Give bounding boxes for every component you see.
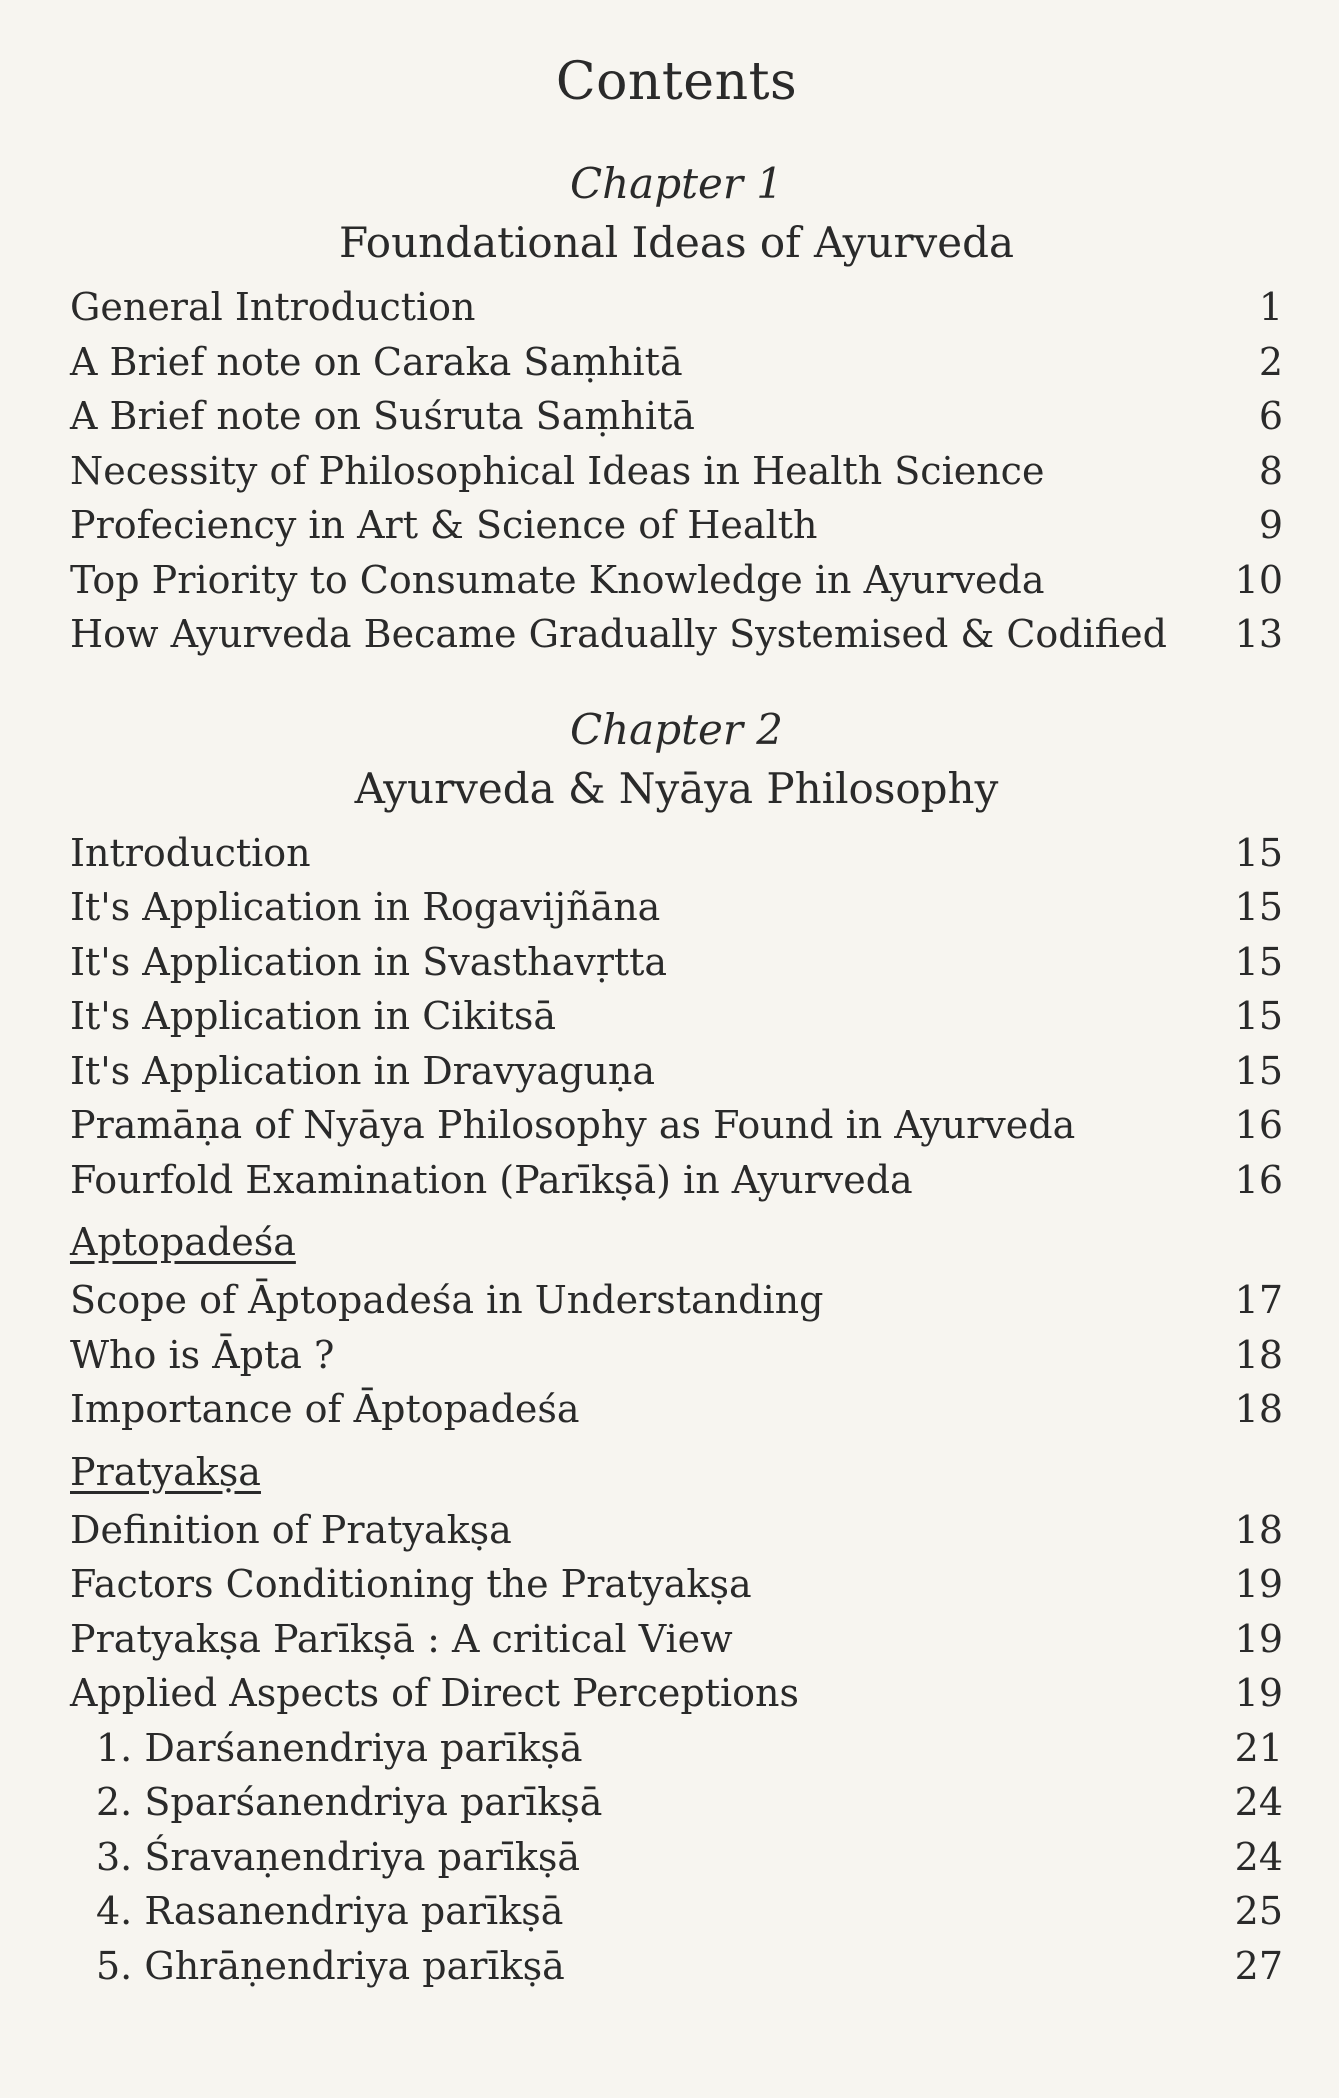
section-heading-pratyaksa: Pratyakṣa <box>70 1449 261 1494</box>
toc-subentry[interactable] <box>70 1884 1283 1939</box>
toc-entry-text: Profeciency in Art & Science of Health <box>70 503 818 547</box>
toc-entry-text: Scope of Āptopadeśa in Understanding <box>70 1278 824 1322</box>
toc-entry-page: 15 <box>1234 994 1283 1038</box>
toc-entry-text: A Brief note on Caraka Saṃhitā <box>70 339 683 384</box>
toc-entry-page: 24 <box>1234 1780 1283 1824</box>
toc-entry-page: 15 <box>1234 885 1283 929</box>
toc-entry[interactable] <box>70 880 1283 935</box>
toc-entry[interactable] <box>70 389 1283 444</box>
toc-entry[interactable] <box>70 1382 1283 1437</box>
chapter-1 <box>70 156 1283 662</box>
toc-entry-text: 3. Śravaṇendriya parīkṣā <box>96 1834 581 1879</box>
toc-entry-page: 24 <box>1234 1834 1283 1879</box>
toc-entry-text: Definition of Pratyakṣa <box>70 1507 512 1552</box>
toc-entry-text: Necessity of Philosophical Ideas in Health Science <box>70 448 1045 493</box>
toc-entry[interactable] <box>70 1044 1283 1099</box>
toc-entry-page: 6 <box>1258 394 1283 438</box>
toc-subentry[interactable] <box>70 1775 1283 1830</box>
toc-entry-page: 16 <box>1234 1103 1283 1147</box>
toc-subentry[interactable] <box>70 1830 1283 1885</box>
toc-entry-page: 19 <box>1234 1616 1283 1661</box>
toc-entry-page: 18 <box>1234 1332 1283 1377</box>
toc-entry-text: It's Application in Dravyaguṇa <box>70 1048 656 1093</box>
toc-entry-page: 10 <box>1234 557 1283 602</box>
section-heading-aptopadesa: Aptopadeśa <box>70 1220 296 1264</box>
toc-entry-page: 8 <box>1258 448 1283 493</box>
toc-entry[interactable] <box>70 1328 1283 1383</box>
toc-entry[interactable] <box>70 935 1283 990</box>
page-title: Contents <box>555 52 798 112</box>
toc-entry[interactable] <box>70 444 1283 499</box>
toc-entry-text: General Introduction <box>70 285 476 329</box>
chapter-label: Chapter 1 <box>570 159 783 208</box>
toc-entry-text: Introduction <box>70 830 311 875</box>
toc-entry-page: 18 <box>1234 1507 1283 1552</box>
toc-entry[interactable] <box>70 553 1283 608</box>
toc-entry-page: 16 <box>1234 1157 1283 1202</box>
toc-entry-text: Pratyakṣa Parīkṣā : A critical View <box>70 1616 733 1661</box>
toc-entry-text: Who is Āpta ? <box>70 1332 335 1377</box>
toc-entry-text: Pramāṇa of Nyāya Philosophy as Found in Ayurveda <box>70 1103 1076 1147</box>
toc-entry[interactable] <box>70 1612 1283 1667</box>
toc-entry-page: 18 <box>1234 1387 1283 1431</box>
toc-entry-text: How Ayurveda Became Gradually Systemised & Codified <box>70 612 1167 656</box>
toc-entry[interactable] <box>70 280 1283 335</box>
toc-entry-page: 19 <box>1234 1562 1283 1606</box>
toc-entry-text: Factors Conditioning the Pratyakṣa <box>70 1562 752 1606</box>
toc-entry-text: A Brief note on Suśruta Saṃhitā <box>70 394 695 438</box>
chapter-2 <box>70 702 1283 1994</box>
toc-entry[interactable] <box>70 335 1283 390</box>
toc-entry-page: 13 <box>1234 612 1283 656</box>
toc-entry-text: 5. Ghrāṇendriya parīkṣā <box>96 1943 565 1988</box>
toc-entry-text: It's Application in Cikitsā <box>70 994 557 1038</box>
toc-entry-page: 9 <box>1258 503 1283 547</box>
toc-entry[interactable] <box>70 1557 1283 1612</box>
toc-entry-text: Fourfold Examination (Parīkṣā) in Ayurveda <box>70 1157 913 1202</box>
toc-entry-text: 2. Sparśanendriya parīkṣā <box>96 1780 603 1824</box>
toc-subentry[interactable] <box>70 1939 1283 1994</box>
chapter-title: Ayurveda & Nyāya Philosophy <box>354 763 999 813</box>
toc-entry[interactable] <box>70 607 1283 662</box>
toc-entry-text: Applied Aspects of Direct Perceptions <box>70 1671 799 1715</box>
toc-entry-page: 15 <box>1234 1048 1283 1093</box>
toc-entry-text: Top Priority to Consumate Knowledge in Ayurveda <box>70 557 1045 602</box>
toc-entry-page: 15 <box>1234 830 1283 875</box>
toc-entry-text: Importance of Āptopadeśa <box>70 1387 580 1431</box>
toc-subentry[interactable] <box>70 1721 1283 1776</box>
toc-entry-page: 17 <box>1234 1278 1283 1322</box>
toc-entry[interactable] <box>70 989 1283 1044</box>
toc-entry-text: It's Application in Rogavijñāna <box>70 885 661 929</box>
toc-entry-text: 4. Rasanendriya parīkṣā <box>96 1889 564 1933</box>
chapter-title: Foundational Ideas of Ayurveda <box>338 218 1015 267</box>
toc-entry-page: 25 <box>1234 1889 1283 1933</box>
toc-entry[interactable] <box>70 1666 1283 1721</box>
toc-entry-page: 27 <box>1234 1943 1283 1988</box>
toc-entry[interactable] <box>70 498 1283 553</box>
toc-entry-page: 1 <box>1258 285 1283 329</box>
toc-entry[interactable] <box>70 1098 1283 1153</box>
toc-entry-text: It's Application in Svasthavṛtta <box>70 939 668 984</box>
toc-entry[interactable] <box>70 1503 1283 1558</box>
toc-entry-page: 2 <box>1258 339 1283 384</box>
chapter-label: Chapter 2 <box>570 704 783 754</box>
toc-entry[interactable] <box>70 1273 1283 1328</box>
toc-entry[interactable] <box>70 826 1283 881</box>
toc-entry-page: 15 <box>1234 939 1283 984</box>
toc-entry-page: 21 <box>1234 1725 1283 1770</box>
toc-entry-text: 1. Darśanendriya parīkṣā <box>96 1725 583 1770</box>
toc-entry[interactable] <box>70 1153 1283 1208</box>
toc-entry-page: 19 <box>1234 1671 1283 1715</box>
